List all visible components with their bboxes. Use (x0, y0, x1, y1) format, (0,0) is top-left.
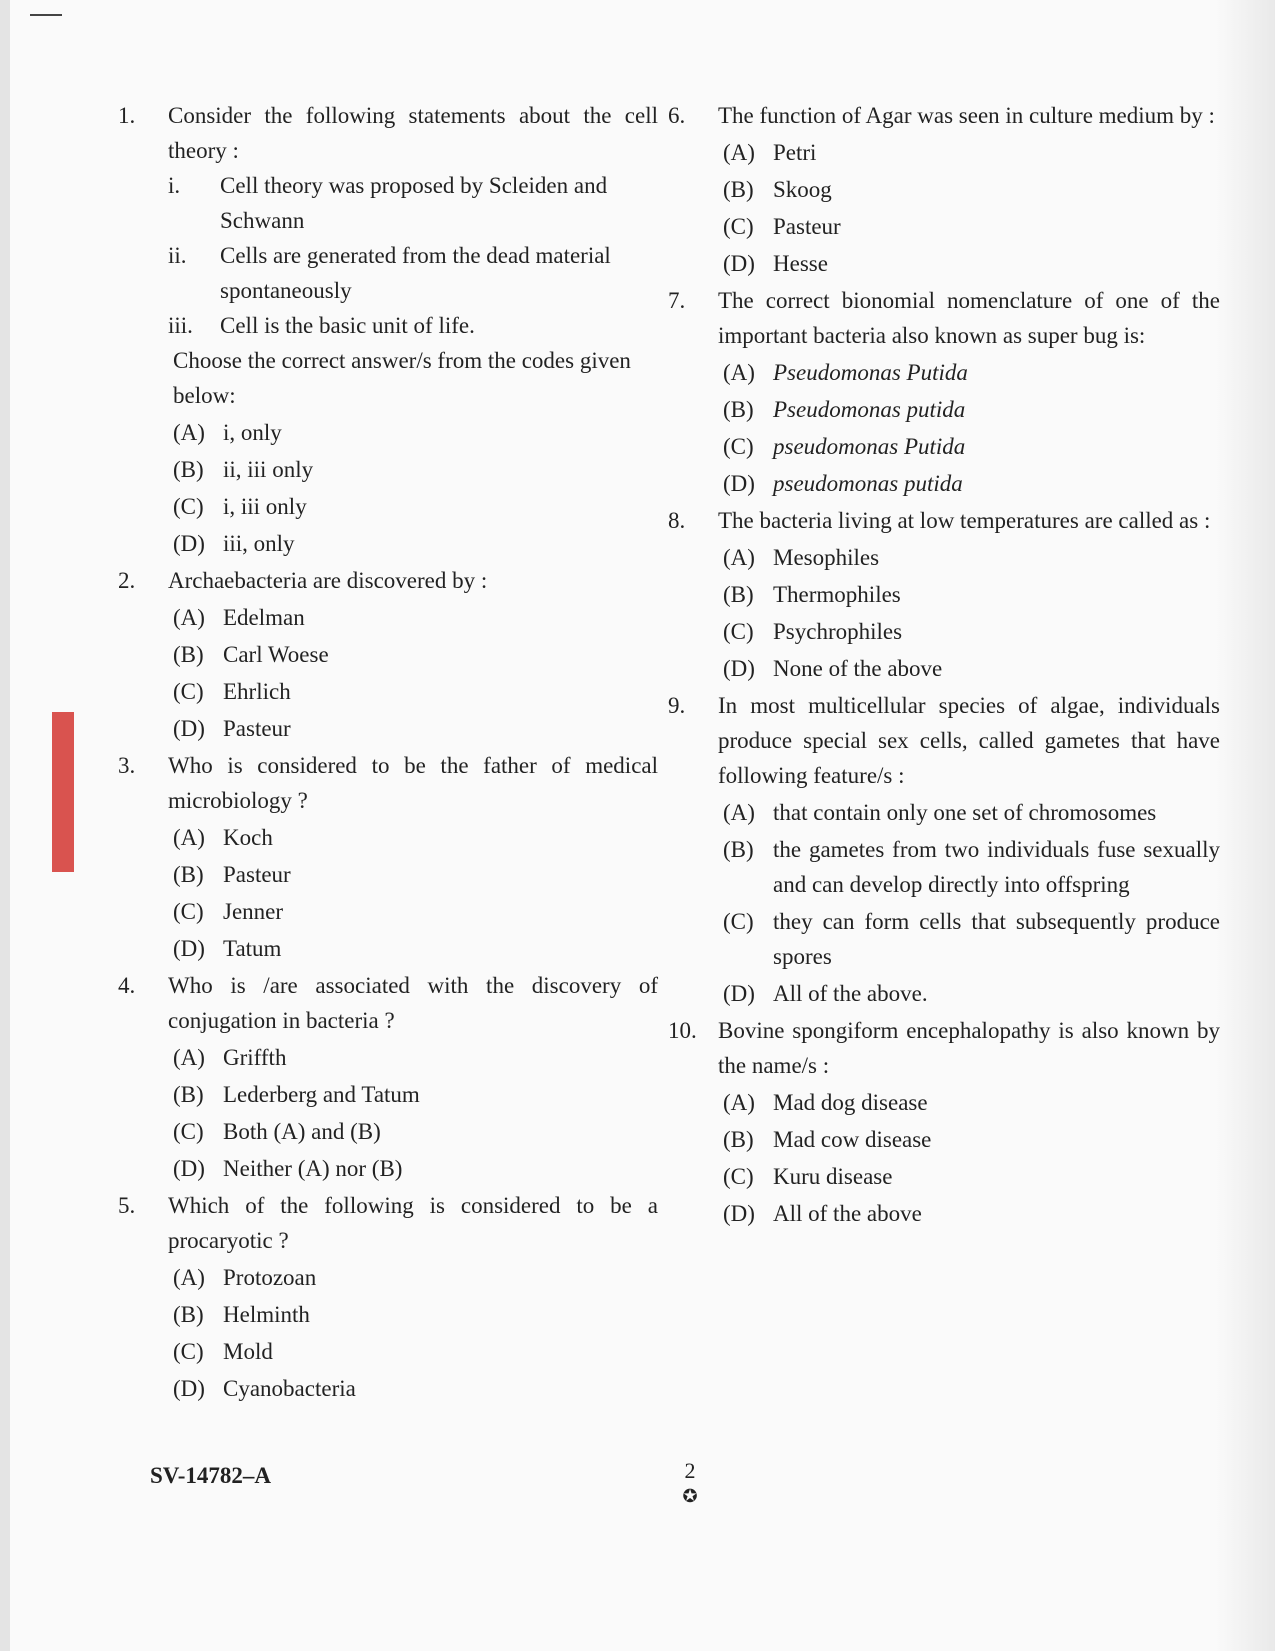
answer-option[interactable] (723, 1122, 1220, 1157)
option-text: Pasteur (223, 862, 291, 887)
option-text: Both (A) and (B) (223, 1119, 381, 1144)
answer-option[interactable] (723, 904, 1220, 974)
option-text: Kuru disease (773, 1164, 893, 1189)
option-label: (B) (173, 457, 204, 482)
option-label: (C) (723, 214, 754, 239)
question-text: In most multicellular species of algae, individuals produce special sex cells, called gametes that have following feature/s : (718, 693, 1220, 788)
question-header (668, 98, 1220, 133)
answer-option[interactable] (723, 1085, 1220, 1120)
option-label: (A) (173, 605, 205, 630)
question (118, 748, 658, 966)
question (118, 98, 658, 561)
option-label: (B) (723, 397, 754, 422)
option-text: ii, iii only (223, 457, 314, 482)
statement-number: i. (168, 173, 181, 198)
option-text: Pseudomonas Putida (773, 360, 968, 385)
option-text: Petri (773, 140, 817, 165)
answer-option[interactable] (723, 540, 1220, 575)
question-text: Which of the following is considered to be a procaryotic ? (168, 1193, 658, 1253)
option-text: Pasteur (773, 214, 841, 239)
option-text: Thermophiles (773, 582, 901, 607)
answer-option[interactable] (173, 820, 658, 855)
answer-option[interactable] (723, 795, 1220, 830)
question-text: The bacteria living at low temperatures are called as : (718, 508, 1211, 533)
question-text: Consider the following statements about the cell theory : (168, 103, 658, 163)
question (118, 563, 658, 746)
option-label: (C) (723, 909, 754, 934)
answer-option[interactable] (173, 1371, 658, 1406)
scan-top-mark (30, 14, 62, 16)
option-text: Mold (223, 1339, 273, 1364)
question-header (118, 1188, 658, 1258)
question-instruction: Choose the correct answer/s from the codes given below: (173, 348, 631, 408)
option-text: Pasteur (223, 716, 291, 741)
statement-number: iii. (168, 313, 193, 338)
option-text: Griffth (223, 1045, 287, 1070)
question-number: 5. (118, 1193, 136, 1218)
question (118, 968, 658, 1186)
question (668, 283, 1220, 501)
answer-option[interactable] (173, 711, 658, 746)
answer-option[interactable] (723, 135, 1220, 170)
answer-option[interactable] (723, 651, 1220, 686)
question-number: 2. (118, 568, 136, 593)
answer-option[interactable] (173, 931, 658, 966)
statement (168, 308, 658, 343)
answer-option[interactable] (723, 355, 1220, 390)
answer-option[interactable] (173, 489, 658, 524)
option-text: the gametes from two individuals fuse sexually and can develop directly into offspring (773, 837, 1220, 897)
option-text: Skoog (773, 177, 832, 202)
option-text: Edelman (223, 605, 305, 630)
option-label: (B) (723, 837, 754, 862)
option-label: (B) (173, 862, 204, 887)
option-label: (A) (723, 800, 755, 825)
answer-option[interactable] (173, 1077, 658, 1112)
question-text: Who is /are associated with the discovery of conjugation in bacteria ? (168, 973, 658, 1033)
question-header (668, 503, 1220, 538)
option-label: (D) (173, 716, 205, 741)
question-header (668, 1013, 1220, 1083)
answer-option[interactable] (723, 246, 1220, 281)
option-text: Tatum (223, 936, 282, 961)
answer-option[interactable] (173, 452, 658, 487)
option-text: iii, only (223, 531, 295, 556)
option-label: (A) (723, 1090, 755, 1115)
option-text: Ehrlich (223, 679, 291, 704)
answer-option[interactable] (173, 415, 658, 450)
option-text: Neither (A) nor (B) (223, 1156, 403, 1181)
answer-option[interactable] (173, 637, 658, 672)
answer-option[interactable] (173, 674, 658, 709)
answer-option[interactable] (723, 577, 1220, 612)
question-number: 4. (118, 973, 136, 998)
answer-option[interactable] (723, 466, 1220, 501)
option-text: None of the above (773, 656, 943, 681)
option-text: All of the above (773, 1201, 922, 1226)
answer-option[interactable] (723, 1159, 1220, 1194)
option-text: Protozoan (223, 1265, 317, 1290)
option-label: (B) (173, 1302, 204, 1327)
statement (168, 168, 658, 238)
option-label: (D) (723, 1201, 755, 1226)
star-icon: ✪ (682, 1486, 698, 1506)
answer-option[interactable] (723, 392, 1220, 427)
question-number: 1. (118, 103, 136, 128)
option-label: (B) (723, 582, 754, 607)
option-label: (D) (173, 531, 205, 556)
option-label: (B) (723, 177, 754, 202)
question-header (118, 98, 658, 168)
option-text: i, iii only (223, 494, 307, 519)
statement-number: ii. (168, 243, 187, 268)
statement-text: Cell is the basic unit of life. (220, 313, 475, 338)
option-text: Pseudomonas putida (773, 397, 966, 422)
question (668, 1013, 1220, 1231)
answer-option[interactable] (723, 976, 1220, 1011)
answer-option[interactable] (173, 600, 658, 635)
option-label: (A) (173, 420, 205, 445)
question-text: Archaebacteria are discovered by : (168, 568, 488, 593)
page-number: 2 (684, 1458, 696, 1483)
option-label: (D) (173, 1376, 205, 1401)
option-text: Cyanobacteria (223, 1376, 356, 1401)
option-label: (A) (723, 140, 755, 165)
option-label: (C) (723, 619, 754, 644)
answer-option[interactable] (173, 1040, 658, 1075)
answer-option[interactable] (173, 1260, 658, 1295)
question (118, 1188, 658, 1406)
option-label: (C) (173, 1119, 204, 1144)
option-label: (A) (173, 825, 205, 850)
option-text: Koch (223, 825, 273, 850)
right-question-column (668, 98, 1220, 1233)
option-label: (D) (723, 981, 755, 1006)
option-text: they can form cells that subsequently produce spores (773, 909, 1220, 969)
question-number: 3. (118, 753, 136, 778)
answer-option[interactable] (173, 1297, 658, 1332)
question-text: Bovine spongiform encephalopathy is also known by the name/s : (718, 1018, 1220, 1078)
option-label: (C) (173, 899, 204, 924)
option-label: (C) (173, 494, 204, 519)
option-text: Mad dog disease (773, 1090, 928, 1115)
question-number: 9. (668, 693, 686, 718)
option-label: (D) (723, 656, 755, 681)
option-label: (D) (723, 471, 755, 496)
answer-option[interactable] (723, 209, 1220, 244)
red-binding-mark (52, 712, 74, 872)
question-number: 6. (668, 103, 686, 128)
option-text: Helminth (223, 1302, 310, 1327)
question-text: The function of Agar was seen in culture medium by : (718, 103, 1215, 128)
question-text: The correct bionomial nomenclature of one of the important bacteria also known as super bug is: (718, 288, 1220, 348)
paper-code: SV-14782–A (150, 1463, 271, 1488)
question-header (118, 968, 658, 1038)
scan-right-shadow (1215, 0, 1275, 1651)
option-text: Mad cow disease (773, 1127, 932, 1152)
question (668, 98, 1220, 281)
option-text: that contain only one set of chromosomes (773, 800, 1157, 825)
answer-option[interactable] (173, 894, 658, 929)
option-label: (D) (723, 251, 755, 276)
question-number: 8. (668, 508, 686, 533)
option-label: (A) (173, 1045, 205, 1070)
option-text: i, only (223, 420, 282, 445)
scan-left-edge (0, 0, 10, 1651)
option-text: Carl Woese (223, 642, 329, 667)
question (668, 503, 1220, 686)
question-number: 10. (668, 1018, 697, 1043)
option-label: (B) (723, 1127, 754, 1152)
option-label: (C) (723, 434, 754, 459)
answer-option[interactable] (723, 1196, 1220, 1231)
answer-option[interactable] (173, 526, 658, 561)
statement (168, 238, 658, 308)
option-label: (B) (173, 642, 204, 667)
option-label: (D) (173, 1156, 205, 1181)
question-header (668, 283, 1220, 353)
option-label: (D) (173, 936, 205, 961)
option-text: Jenner (223, 899, 284, 924)
answer-option[interactable] (723, 429, 1220, 464)
question-number: 7. (668, 288, 686, 313)
option-text: Psychrophiles (773, 619, 903, 644)
option-label: (C) (723, 1164, 754, 1189)
question-header (118, 563, 658, 598)
question-text: Who is considered to be the father of medical microbiology ? (168, 753, 658, 813)
option-text: Hesse (773, 251, 828, 276)
option-text: All of the above. (773, 981, 928, 1006)
question-header (668, 688, 1220, 793)
answer-option[interactable] (723, 172, 1220, 207)
option-label: (B) (173, 1082, 204, 1107)
answer-option[interactable] (173, 1151, 658, 1186)
option-label: (A) (173, 1265, 205, 1290)
statement-text: Cell theory was proposed by Scleiden and Schwann (220, 173, 608, 233)
option-label: (A) (723, 360, 755, 385)
option-text: Lederberg and Tatum (223, 1082, 420, 1107)
option-label: (C) (173, 679, 204, 704)
option-text: pseudomonas Putida (773, 434, 966, 459)
answer-option[interactable] (723, 832, 1220, 902)
answer-option[interactable] (723, 614, 1220, 649)
option-label: (C) (173, 1339, 204, 1364)
answer-option[interactable] (173, 857, 658, 892)
question-header (118, 748, 658, 818)
answer-option[interactable] (173, 1114, 658, 1149)
answer-option[interactable] (173, 1334, 658, 1369)
option-label: (A) (723, 545, 755, 570)
option-text: Mesophiles (773, 545, 880, 570)
left-question-column (118, 98, 658, 1408)
question (668, 688, 1220, 1011)
statement-text: Cells are generated from the dead material spontaneously (220, 243, 611, 303)
option-text: pseudomonas putida (773, 471, 963, 496)
